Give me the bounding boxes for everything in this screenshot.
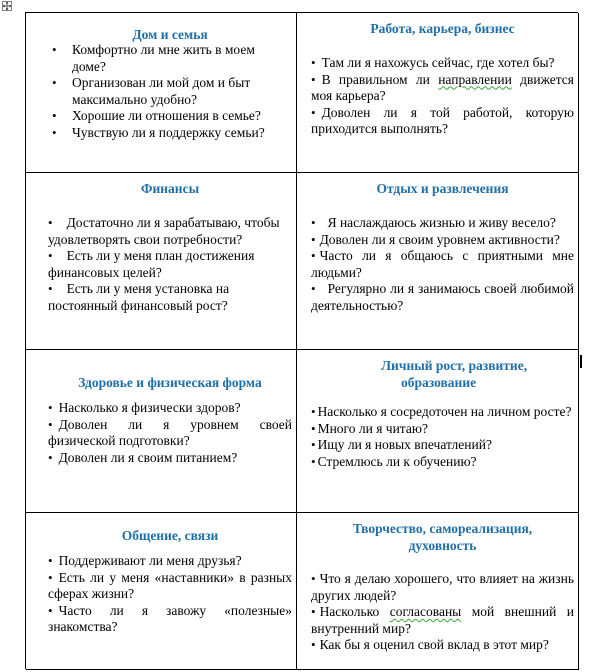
list-item: • Доволен ли я своим питанием? xyxy=(48,449,238,465)
list-item: • Достаточно ли я зарабатываю, чтобы удовлетворять свои потребности? xyxy=(48,215,280,247)
cell-work-career[interactable] xyxy=(297,13,579,173)
bullet-icon: • xyxy=(48,400,53,415)
bullet-icon: • xyxy=(48,569,53,585)
bullet-icon: • xyxy=(311,231,316,247)
cell-items xyxy=(48,215,292,315)
list-item: • Ищу ли я новых впечатлений? xyxy=(311,437,492,453)
bullet-icon: • xyxy=(52,124,57,140)
cell-items xyxy=(48,400,292,466)
list-item: • Организован ли мой дом и быт максимально удобно? xyxy=(52,75,251,107)
list-item: • Доволен ли я своим уровнем активности? xyxy=(311,231,560,247)
cell-personal-growth[interactable] xyxy=(297,350,579,513)
list-item: • Много ли я читаю? xyxy=(311,420,428,436)
list-item: • Там ли я нахожусь сейчас, где хотел бы? xyxy=(311,55,555,70)
list-item: • Я наслаждаюсь жизнью и живу весело? xyxy=(311,215,556,230)
bullet-icon: • xyxy=(48,416,53,432)
bullet-icon: • xyxy=(311,104,316,120)
cell-items xyxy=(48,42,292,142)
table-move-handle-icon[interactable] xyxy=(2,1,12,11)
list-item: • Стремлюсь ли к обучению? xyxy=(311,453,477,469)
life-balance-table xyxy=(25,12,578,669)
cell-communication[interactable] xyxy=(26,513,297,670)
cell-creativity[interactable] xyxy=(297,513,579,670)
bullet-icon: • xyxy=(52,42,57,57)
bullet-icon: • xyxy=(311,453,316,469)
list-item xyxy=(311,604,574,637)
list-item: • Доволен ли я той работой, которую приходится выполнять? xyxy=(311,104,574,137)
bullet-icon: • xyxy=(48,602,53,618)
list-item: • Чувствую ли я поддержку семьи? xyxy=(52,124,265,140)
bullet-icon: • xyxy=(311,215,316,230)
cell-title: Отдых и развлечения xyxy=(376,181,509,196)
bullet-icon: • xyxy=(311,248,316,264)
list-item: • Насколько я сосредоточен на личном росте? xyxy=(311,404,572,419)
bullet-icon: • xyxy=(311,404,316,419)
list-item: • Часто ли я общаюсь с приятными мне людьми? xyxy=(311,248,574,280)
list-item: • Есть ли у меня установка на постоянный финансовый рост? xyxy=(48,281,230,313)
spellcheck-underline: направлении xyxy=(438,71,512,87)
cell-health[interactable] xyxy=(26,350,297,513)
cell-title: Работа, карьера, бизнес xyxy=(370,21,515,36)
list-item: • Комфортно ли мне жить в моем доме? xyxy=(52,42,255,74)
bullet-icon: • xyxy=(311,71,316,87)
list-item: • Регулярно ли я занимаюсь своей любимой деятельностью? xyxy=(311,281,574,313)
cell-title: Творчество, самореализация, духовность xyxy=(352,521,533,553)
cell-title: Здоровье и физическая форма xyxy=(78,375,262,390)
bullet-icon: • xyxy=(311,420,316,436)
bullet-icon: • xyxy=(48,281,53,297)
bullet-icon: • xyxy=(311,571,316,586)
list-item: • Что я делаю хорошего, что влияет на жизнь других людей? xyxy=(311,571,574,603)
cell-items xyxy=(311,215,574,315)
cell-title: Дом и семья xyxy=(132,27,208,42)
list-item: • Как бы я оценил свой вклад в этот мир? xyxy=(311,637,549,653)
list-item: • Хорошие ли отношения в семье? xyxy=(52,108,261,124)
list-item xyxy=(311,72,574,105)
bullet-icon: • xyxy=(52,75,57,91)
item-text-with-spellcheck: Насколько согласованы мой внешний и внутренний мир? xyxy=(311,604,574,636)
text-cursor xyxy=(580,355,582,368)
cell-title: Личный рост, развитие, образование xyxy=(381,358,528,390)
bullet-icon: • xyxy=(52,108,57,124)
bullet-icon: • xyxy=(311,55,316,70)
list-item: • Доволен ли я уровнем своей физической подготовки? xyxy=(48,416,292,449)
item-text-with-spellcheck: В правильном ли направлении движется моя карьера? xyxy=(311,71,575,104)
cell-home-family[interactable] xyxy=(26,13,297,173)
cell-title: Общение, связи xyxy=(121,528,219,543)
bullet-icon: • xyxy=(311,637,316,653)
spellcheck-underline: согласованы xyxy=(389,604,462,620)
bullet-icon: • xyxy=(311,437,316,453)
list-item: • Есть ли у меня план достижения финансовых целей? xyxy=(48,248,255,280)
list-item: • Часто ли я завожу «полезные» знакомства? xyxy=(48,602,292,635)
cell-items xyxy=(311,55,574,138)
cell-title: Финансы xyxy=(140,181,200,196)
bullet-icon: • xyxy=(311,281,316,297)
cell-leisure[interactable] xyxy=(297,173,579,350)
cell-items xyxy=(311,571,574,654)
bullet-icon: • xyxy=(48,449,53,465)
bullet-icon: • xyxy=(48,248,53,264)
list-item: • Есть ли у меня «наставники» в разных сферах жизни? xyxy=(48,569,292,602)
cell-finance[interactable] xyxy=(26,173,297,350)
bullet-icon: • xyxy=(48,215,53,230)
list-item: • Насколько я физически здоров? xyxy=(48,400,241,415)
bullet-icon: • xyxy=(48,553,53,568)
cell-items xyxy=(311,404,574,470)
cell-items xyxy=(48,553,292,636)
bullet-icon: • xyxy=(311,604,316,620)
list-item: • Поддерживают ли меня друзья? xyxy=(48,553,242,568)
